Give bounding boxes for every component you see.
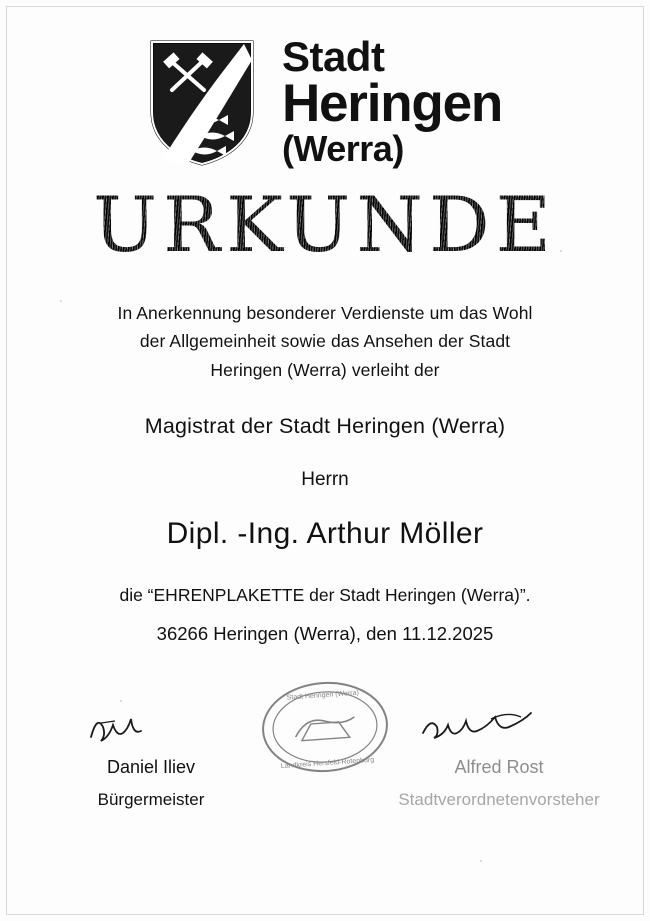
signature-name-right: Alfred Rost (454, 757, 544, 778)
intro-line-2: der Allgemeinheit sowie das Ansehen der Stadt (139, 331, 511, 352)
scan-speck (560, 250, 562, 252)
certificate-body (26, 299, 624, 645)
signature-block-right (384, 703, 614, 810)
official-seal-stamp-icon (252, 672, 399, 782)
document-header (26, 18, 624, 169)
svg-text:Stadt Heringen (Werra): Stadt Heringen (Werra) (286, 689, 360, 702)
svg-text:Landkreis Hersfeld-Rotenburg: Landkreis Hersfeld-Rotenburg (280, 756, 375, 771)
certificate-document (26, 18, 624, 903)
scan-speck (60, 300, 62, 302)
wordmark-line-3: (Werra) (281, 128, 404, 170)
handwritten-signature-icon (384, 703, 614, 749)
page-title: URKUNDE (92, 180, 558, 270)
signature-role-left: Bürgermeister (97, 790, 205, 810)
scan-speck (120, 700, 122, 702)
handwritten-signature-icon (36, 703, 266, 749)
signature-role-right: Stadtverordnetenvorsteher (398, 790, 600, 810)
recipient-name: Dipl. -Ing. Arthur Möller (166, 517, 484, 551)
wordmark-line-2: Heringen (281, 74, 503, 134)
signature-block-left (36, 703, 266, 810)
city-wordmark (281, 33, 503, 170)
wordmark-line-1: Stadt (281, 33, 385, 80)
award-line: die “EHRENPLAKETTE der Stadt Heringen (Werra)”. (119, 585, 531, 606)
grantor-line: Magistrat der Stadt Heringen (Werra) (144, 414, 506, 439)
place-and-date: 36266 Heringen (Werra), den 11.12.2025 (156, 623, 494, 645)
salutation-line: Herrn (301, 469, 349, 491)
signature-area (26, 671, 624, 851)
coat-of-arms-heringen-icon (148, 38, 256, 166)
signature-name-left: Daniel Iliev (106, 757, 196, 778)
intro-line-1: In Anerkennung besonderer Verdienste um das Wohl (117, 303, 533, 324)
intro-line-3: Heringen (Werra) verleiht der (210, 359, 440, 380)
scan-speck (480, 860, 482, 862)
certificate-title-wrap (26, 180, 624, 279)
